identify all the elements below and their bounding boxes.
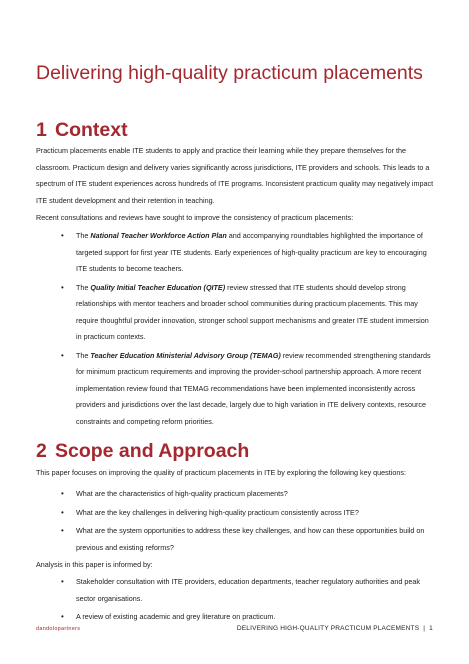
list-item: • The National Teacher Workforce Action Plan and accompanying roundtables highlighted the importance of targeted support for first year ITE students. Early experiences of high-quality practicum are key to encouraging ITE students to become teachers. (36, 228, 436, 278)
bullet-dot-icon: • (61, 526, 64, 535)
context-paragraph-1: Practicum placements enable ITE students to apply and practice their learning while they prepare themselves for the classroom. Practicum design and delivery varies significantly across jurisdictions, ITE providers and schools. This leads to a spectrum of ITE student experiences across hundreds of ITE programs. Inconsistent practicum quality may negatively impact ITE student development and their retention in teaching. (36, 146, 434, 205)
section-heading-scope (36, 440, 249, 463)
section-heading-context (36, 119, 128, 142)
bold-term: Quality Initial Teacher Education (QITE) (90, 282, 226, 292)
list-item: • Stakeholder consultation with ITE providers, education departments, teacher regulatory authorities and peak sector organisations. (36, 574, 436, 607)
list-item: • The Quality Initial Teacher Education (QITE) review stressed that ITE students should develop strong relationships with mentor teachers and broader school communities during practicum placements. This may require thoughtful provider innovation, stronger school support mechanisms and greater ITE student immersion in practicum contexts. (36, 280, 436, 346)
scope-question-list (36, 486, 436, 558)
section-title: Context (55, 119, 128, 141)
bullet-dot-icon: • (61, 507, 64, 517)
bullet-dot-icon: • (61, 231, 64, 240)
bullet-dot-icon: • (61, 577, 64, 586)
scope-source-list (36, 574, 436, 628)
footer-running-title: DELIVERING HIGH-QUALITY PRACTICUM PLACEMENTS | 1 (236, 625, 433, 632)
context-paragraph-2: Recent consultations and reviews have sought to improve the consistency of practicum placements: (36, 213, 354, 222)
list-item: • A review of existing academic and grey literature on practicum. (36, 609, 436, 626)
bold-term: Teacher Education Ministerial Advisory Group (TEMAG) (90, 350, 281, 360)
context-bullet-list (36, 228, 436, 432)
bold-term: National Teacher Workforce Action Plan (90, 231, 227, 240)
bullet-dot-icon: • (61, 350, 64, 360)
list-item: • What are the key challenges in delivering high-quality practicum consistently across ITE? (36, 505, 436, 522)
scope-paragraph-2: Analysis in this paper is informed by: (36, 560, 153, 569)
section-title: Scope and Approach (55, 440, 250, 462)
list-item: • The Teacher Education Ministerial Advisory Group (TEMAG) review recommended strengthening standards for minimum practicum requirements and improving the provider-school partnership approach. A more recent implementation review found that TEMAG recommendations have been implemented inconsistently across providers and jurisdictions over the last decade, largely due to high variation in ITE delivery contexts, resource constraints and competing reform priorities. (36, 348, 436, 431)
list-item: • What are the system opportunities to address these key challenges, and how can these opportunities build on previous and existing reforms? (36, 523, 436, 556)
bullet-dot-icon: • (61, 612, 64, 621)
footer-logo: dandolopartners (36, 626, 81, 632)
document-title: Delivering high-quality practicum placements (36, 62, 423, 84)
section-number: 1 (36, 119, 47, 141)
scope-paragraph-1: This paper focuses on improving the quality of practicum placements in ITE by exploring the following key questions: (36, 468, 406, 477)
section-number: 2 (36, 440, 47, 462)
list-item: • What are the characteristics of high-quality practicum placements? (36, 486, 436, 503)
bullet-dot-icon: • (61, 489, 64, 498)
bullet-dot-icon: • (61, 282, 64, 292)
